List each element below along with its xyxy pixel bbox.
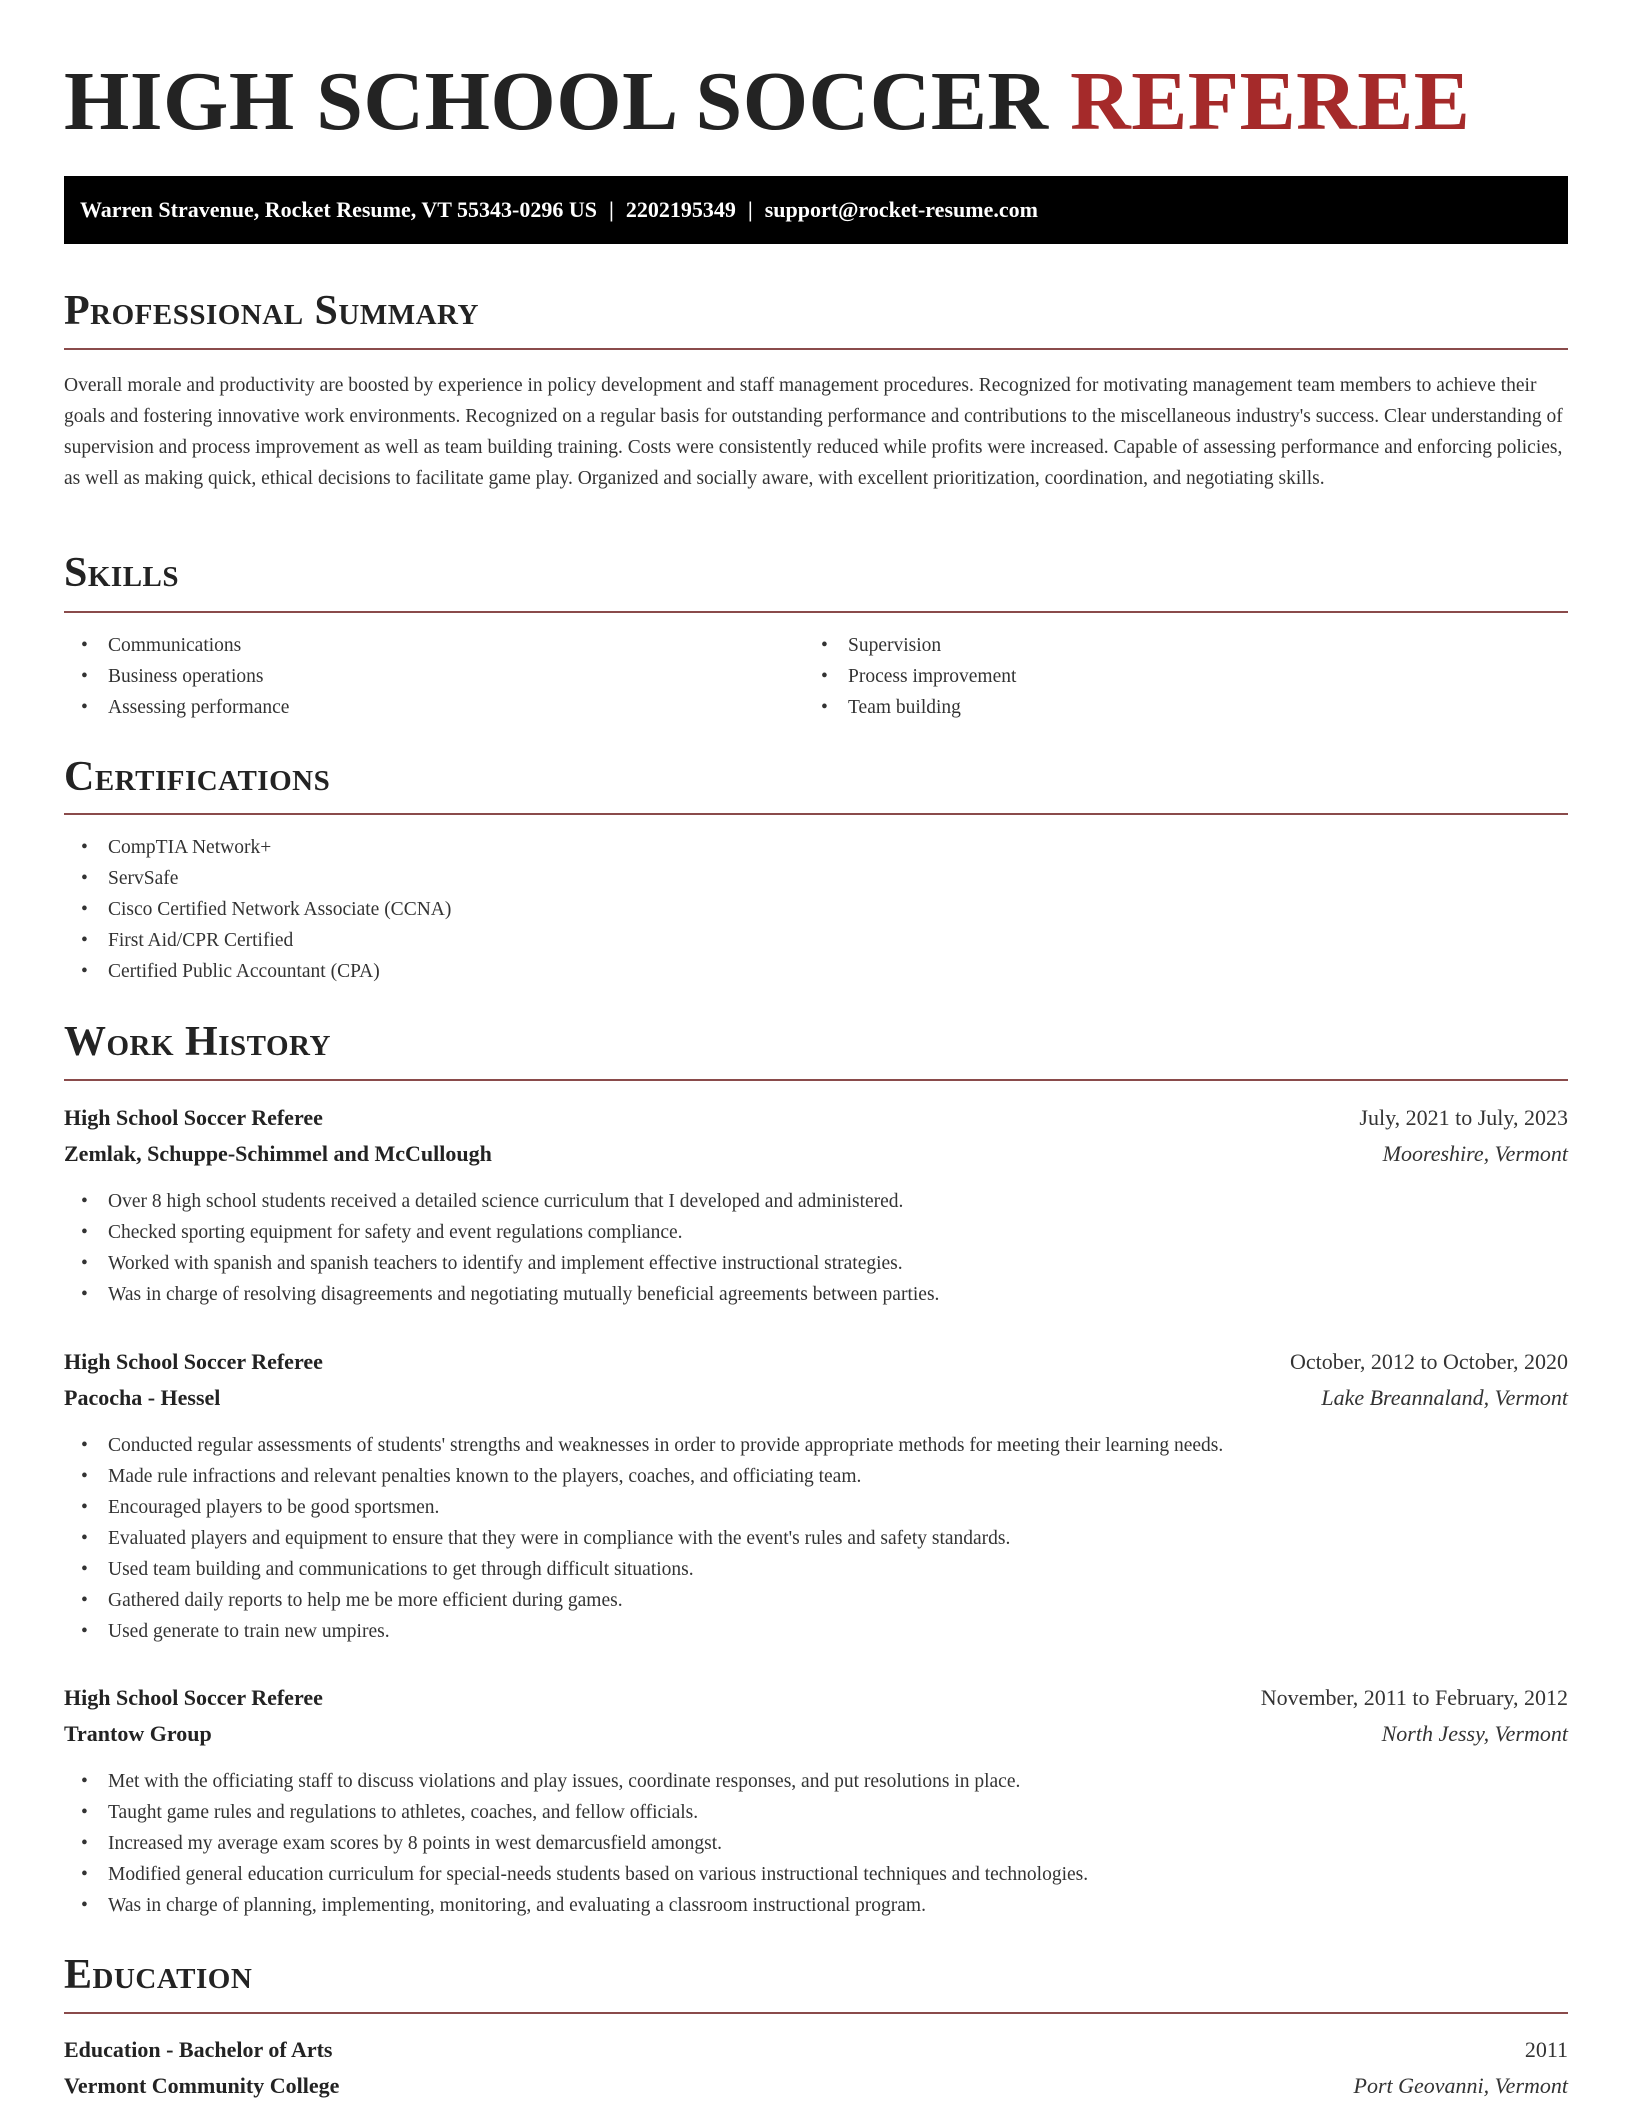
name-accent: REFEREE — [1070, 55, 1471, 148]
contact-address: Warren Stravenue, Rocket Resume, VT 55343-0296 US — [80, 197, 597, 222]
job-company-row — [64, 1380, 1568, 1416]
skill-item: • Process improvement — [804, 661, 1016, 692]
job-bullet: • Evaluated players and equipment to ensure that they were in compliance with the event's rules and safety standards. — [64, 1523, 1223, 1554]
job-bullets — [64, 1430, 1223, 1647]
education-degree-row — [64, 2032, 1568, 2068]
contact-bar — [64, 176, 1568, 244]
job-company-row — [64, 1136, 1568, 1172]
summary-text: Overall morale and productivity are boosted by experience in policy development and staff management procedures. Recognized for motivating management team members to achieve their goals and fostering innovative work environments. Recognized on a regular basis for outstanding performance and contributions to the miscellaneous industry's success. Clear understanding of supervision and process improvement as well as team building training. Costs were consistently reduced while profits were increased. Capable of assessing performance and enforcing policies, as well as making quick, ethical decisions to facilitate game play. Organized and socially aware, with excellent prioritization, coordination, and negotiating skills. — [64, 375, 1563, 489]
job-bullet: • Checked sporting equipment for safety and event regulations compliance. — [64, 1217, 939, 1248]
skill-item: • Team building — [804, 692, 1016, 723]
job-location: North Jessy, Vermont — [1381, 1721, 1568, 1746]
section-title-skills: Skills — [64, 550, 180, 596]
certification-item: • CompTIA Network+ — [64, 832, 451, 863]
section-divider — [64, 2012, 1568, 2014]
name-main: HIGH SCHOOL SOCCER — [64, 55, 1049, 148]
job-bullet: • Met with the officiating staff to discuss violations and play issues, coordinate responses, and put resolutions in place. — [64, 1766, 1088, 1797]
job-dates: October, 2012 to October, 2020 — [1289, 1349, 1568, 1374]
job-bullet: • Used generate to train new umpires. — [64, 1616, 1223, 1647]
section-title-education: Education — [64, 1952, 253, 1998]
education-school-row — [64, 2068, 1568, 2104]
resume-name — [64, 52, 1470, 152]
skill-item: • Business operations — [64, 661, 289, 692]
section-divider — [64, 348, 1568, 350]
section-title-summary: Professional Summary — [64, 288, 479, 334]
skill-item: • Supervision — [804, 630, 1016, 661]
education-location: Port Geovanni, Vermont — [1353, 2073, 1568, 2098]
job-bullets — [64, 1186, 939, 1310]
section-title-work-history: Work History — [64, 1019, 331, 1065]
job-company: Zemlak, Schuppe-Schimmel and McCullough — [64, 1141, 492, 1166]
education-degree: Education - Bachelor of Arts — [64, 2037, 333, 2062]
skills-list-right — [804, 630, 1016, 723]
certification-item: • First Aid/CPR Certified — [64, 925, 451, 956]
job-title: High School Soccer Referee — [64, 1105, 323, 1130]
section-divider — [64, 813, 1568, 815]
job-bullet: • Gathered daily reports to help me be more efficient during games. — [64, 1585, 1223, 1616]
job-bullet: • Encouraged players to be good sportsmen. — [64, 1492, 1223, 1523]
job-company-row — [64, 1716, 1568, 1752]
job-dates: November, 2011 to February, 2012 — [1260, 1685, 1568, 1710]
job-bullet: • Was in charge of resolving disagreements and negotiating mutually beneficial agreements between parties. — [64, 1279, 939, 1310]
job-bullet: • Modified general education curriculum for special-needs students based on various instructional techniques and technologies. — [64, 1859, 1088, 1890]
skills-list-left — [64, 630, 289, 723]
certification-item: • Cisco Certified Network Associate (CCNA) — [64, 894, 451, 925]
job-location: Lake Breannaland, Vermont — [1321, 1385, 1568, 1410]
skill-item: • Communications — [64, 630, 289, 661]
education-school: Vermont Community College — [64, 2073, 340, 2098]
certifications-list — [64, 832, 451, 987]
section-title-certifications: Certifications — [64, 754, 331, 800]
job-dates: July, 2021 to July, 2023 — [1359, 1105, 1568, 1130]
job-company: Pacocha - Hessel — [64, 1385, 221, 1410]
job-bullets — [64, 1766, 1088, 1921]
section-divider — [64, 1079, 1568, 1081]
contact-separator: | — [608, 197, 614, 222]
job-bullet: • Used team building and communications to get through difficult situations. — [64, 1554, 1223, 1585]
skill-item: • Assessing performance — [64, 692, 289, 723]
contact-phone: 2202195349 — [625, 197, 736, 222]
certification-item: • Certified Public Accountant (CPA) — [64, 956, 451, 987]
job-bullet: • Over 8 high school students received a detailed science curriculum that I developed and administered. — [64, 1186, 939, 1217]
job-bullet: • Conducted regular assessments of students' strengths and weaknesses in order to provide appropriate methods for meeting their learning needs. — [64, 1430, 1223, 1461]
job-title-row — [64, 1100, 1568, 1136]
contact-email: support@rocket-resume.com — [764, 197, 1038, 222]
job-title: High School Soccer Referee — [64, 1349, 323, 1374]
job-bullet: • Made rule infractions and relevant penalties known to the players, coaches, and officiating team. — [64, 1461, 1223, 1492]
certification-item: • ServSafe — [64, 863, 451, 894]
contact-separator: | — [747, 197, 753, 222]
job-bullet: • Was in charge of planning, implementing, monitoring, and evaluating a classroom instructional program. — [64, 1890, 1088, 1921]
job-bullet: • Worked with spanish and spanish teachers to identify and implement effective instructional strategies. — [64, 1248, 939, 1279]
job-title-row — [64, 1680, 1568, 1716]
section-divider — [64, 611, 1568, 613]
job-location: Mooreshire, Vermont — [1382, 1141, 1568, 1166]
job-company: Trantow Group — [64, 1721, 212, 1746]
job-title: High School Soccer Referee — [64, 1685, 323, 1710]
job-bullet: • Increased my average exam scores by 8 points in west demarcusfield amongst. — [64, 1828, 1088, 1859]
job-title-row — [64, 1344, 1568, 1380]
education-year: 2011 — [1524, 2037, 1568, 2062]
job-bullet: • Taught game rules and regulations to athletes, coaches, and fellow officials. — [64, 1797, 1088, 1828]
